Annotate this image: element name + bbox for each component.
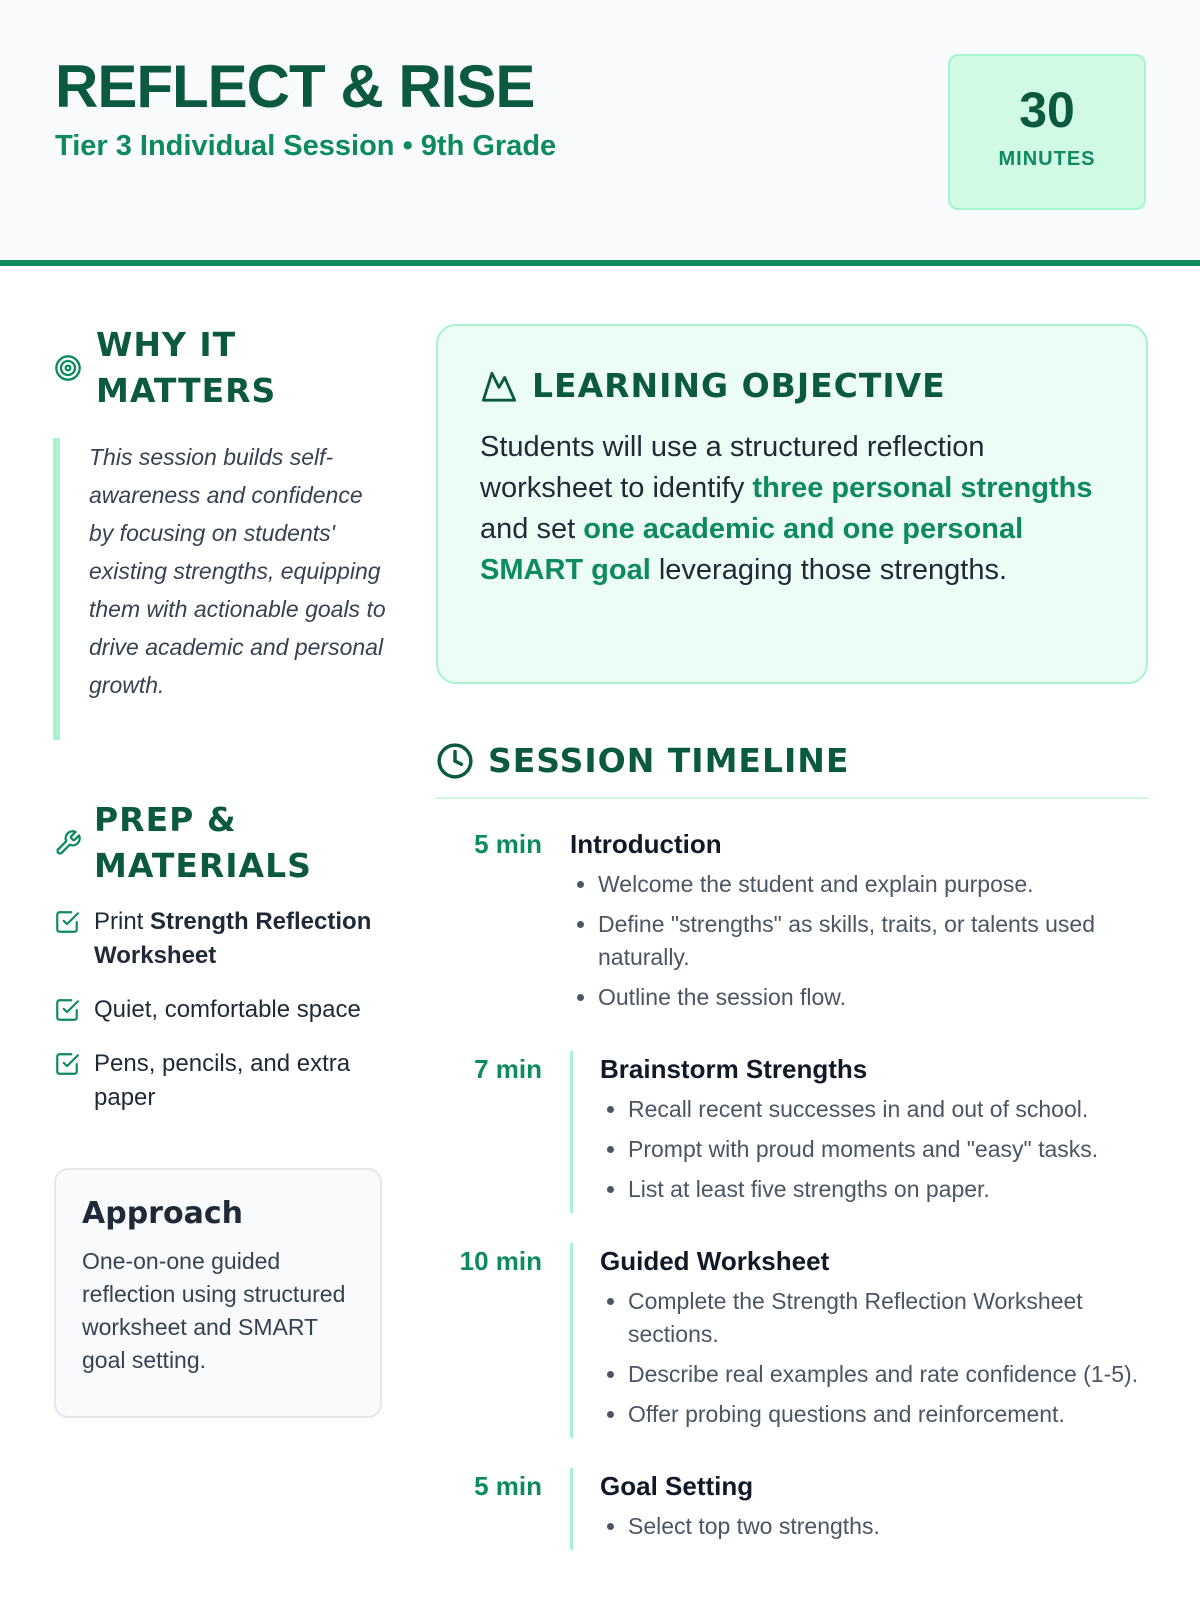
materials-item-text: Quiet, comfortable space bbox=[94, 996, 361, 1023]
why-section-header bbox=[54, 322, 394, 414]
objective-card bbox=[436, 324, 1148, 684]
objective-highlight: three personal strengths bbox=[752, 472, 1093, 504]
duration-badge bbox=[948, 54, 1146, 210]
materials-item bbox=[54, 1047, 384, 1115]
page-title: REFLECT & RISE bbox=[55, 53, 535, 120]
prep-section-header bbox=[54, 797, 394, 889]
timeline-divider bbox=[436, 797, 1148, 799]
timeline-item-body bbox=[570, 1051, 1148, 1213]
session-timeline bbox=[436, 826, 1148, 1550]
timeline-bullet: • Offer probing questions and reinforcement. bbox=[628, 1398, 1148, 1431]
timeline-item bbox=[436, 1243, 1148, 1438]
materials-item-prefix: Print bbox=[94, 908, 151, 935]
timeline-heading: SESSION TIMELINE bbox=[488, 741, 850, 780]
timeline-item-title: Goal Setting bbox=[600, 1471, 754, 1501]
objective-text-part: leveraging those strengths. bbox=[650, 554, 1008, 586]
timeline-item-title: Introduction bbox=[570, 829, 722, 859]
why-heading: WHY IT MATTERS bbox=[96, 325, 277, 410]
wrench-icon bbox=[54, 829, 82, 857]
objective-text bbox=[480, 427, 1104, 591]
timeline-bullet: • Welcome the student and explain purpose. bbox=[598, 868, 1148, 901]
page-subtitle: Tier 3 Individual Session • 9th Grade bbox=[55, 130, 557, 162]
timeline-item-bullets bbox=[570, 868, 1148, 1014]
timeline-item-bullets bbox=[600, 1510, 1148, 1543]
timeline-item-title: Brainstorm Strengths bbox=[600, 1054, 868, 1084]
timeline-item bbox=[436, 826, 1148, 1021]
page-header bbox=[0, 0, 1200, 266]
timeline-bullet: • Describe real examples and rate confidence (1-5). bbox=[628, 1358, 1148, 1391]
timeline-item-body bbox=[570, 1468, 1148, 1550]
materials-list bbox=[54, 905, 384, 1135]
timeline-bullet: • Define "strengths" as skills, traits, or talents used naturally. bbox=[598, 908, 1148, 974]
timeline-bullet: • Outline the session flow. bbox=[598, 981, 1148, 1014]
timeline-item-bullets bbox=[600, 1285, 1148, 1431]
prep-heading: PREP & MATERIALS bbox=[94, 800, 312, 885]
objective-header bbox=[480, 366, 1104, 405]
checkbox-checked-icon bbox=[54, 1051, 80, 1077]
clock-icon bbox=[436, 742, 474, 780]
timeline-bullet: • List at least five strengths on paper. bbox=[628, 1173, 1148, 1206]
timeline-item bbox=[436, 1051, 1148, 1213]
why-text: This session builds self-awareness and confidence by focusing on students' existing strengths, equipping them with actionable goals to drive academic and personal growth. bbox=[53, 438, 393, 740]
approach-text: One-on-one guided reflection using structured worksheet and SMART goal setting. bbox=[82, 1248, 346, 1373]
timeline-bullet: • Prompt with proud moments and "easy" tasks. bbox=[628, 1133, 1148, 1166]
timeline-item-bullets bbox=[600, 1093, 1148, 1206]
timeline-section-header bbox=[436, 738, 849, 784]
materials-item bbox=[54, 905, 384, 973]
approach-heading: Approach bbox=[82, 1196, 243, 1231]
duration-unit: MINUTES bbox=[998, 148, 1096, 170]
timeline-item-time: 10 min bbox=[459, 1246, 542, 1276]
timeline-bullet: • Complete the Strength Reflection Worksheet sections. bbox=[628, 1285, 1148, 1351]
timeline-item-time: 7 min bbox=[474, 1054, 542, 1084]
mountain-icon bbox=[480, 369, 518, 403]
materials-item-bold: Strength Reflection Worksheet bbox=[94, 908, 372, 969]
materials-item-text: Pens, pencils, and extra paper bbox=[94, 1050, 351, 1111]
timeline-bullet: • Select top two strengths. bbox=[628, 1510, 1148, 1543]
timeline-item-title: Guided Worksheet bbox=[600, 1246, 830, 1276]
objective-text-part: Students will use a structured reflection worksheet to identify bbox=[480, 431, 985, 504]
materials-item bbox=[54, 993, 384, 1027]
objective-text-part: and set bbox=[480, 513, 584, 545]
target-icon bbox=[54, 354, 82, 382]
objective-heading: LEARNING OBJECTIVE bbox=[532, 366, 946, 405]
timeline-item bbox=[436, 1468, 1148, 1550]
timeline-item-body bbox=[570, 1243, 1148, 1438]
duration-number: 30 bbox=[1019, 82, 1075, 138]
timeline-bullet: • Recall recent successes in and out of school. bbox=[628, 1093, 1148, 1126]
timeline-item-body bbox=[570, 826, 1148, 1021]
timeline-item-time: 5 min bbox=[474, 1471, 542, 1501]
approach-card bbox=[54, 1168, 382, 1418]
checkbox-checked-icon bbox=[54, 997, 80, 1023]
objective-highlight: one academic and one personal SMART goal bbox=[480, 513, 1024, 586]
checkbox-checked-icon bbox=[54, 909, 80, 935]
timeline-item-time: 5 min bbox=[474, 829, 542, 859]
